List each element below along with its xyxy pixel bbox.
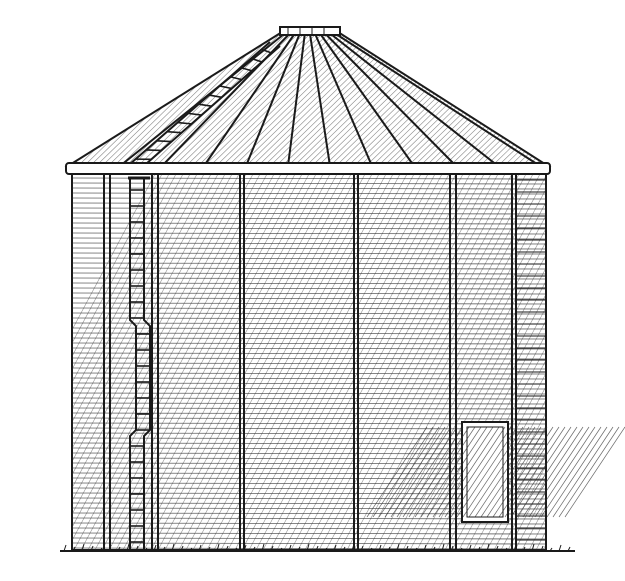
bin-wall [0, 174, 625, 550]
roof-ladder-rung [167, 132, 181, 133]
eave-band [66, 163, 550, 174]
roof-ladder-rung [157, 141, 172, 142]
conical-roof [0, 30, 625, 166]
top-vent-cap [280, 27, 340, 35]
